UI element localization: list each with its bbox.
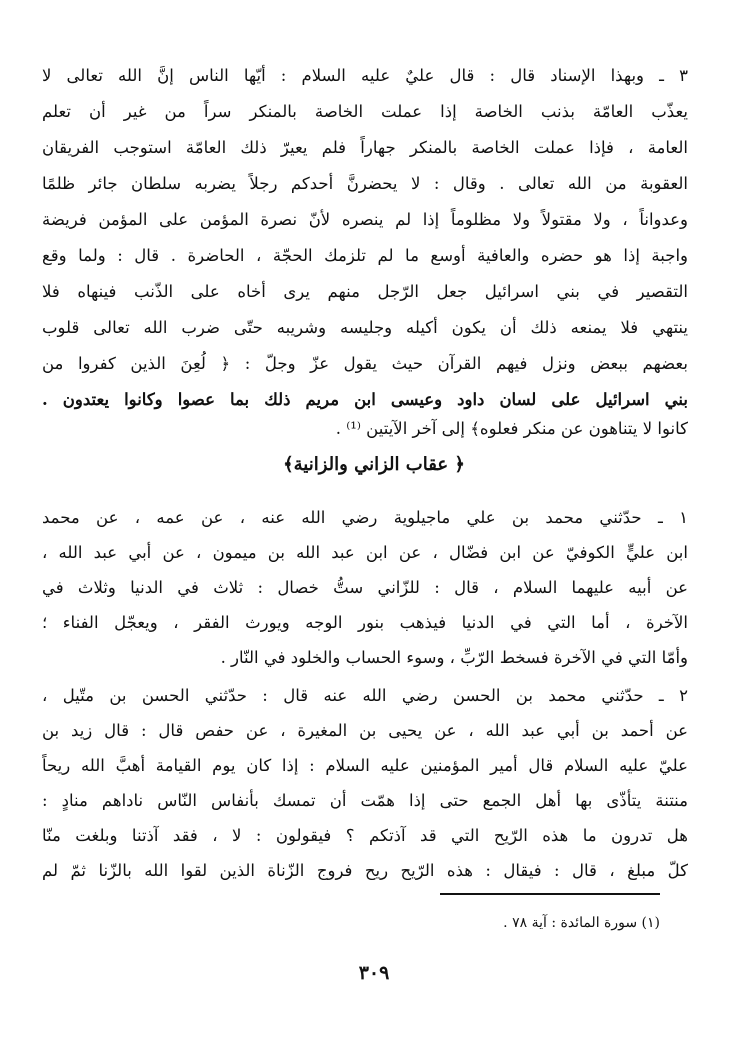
text-line: وأمّا التي في الآخرة فسخط الرّبِّ ، وسوء الحساب والخلود في النّار . bbox=[220, 648, 688, 667]
text-line: كلّ مبلغ ، قال : فيقال : هذه الرّيح ريح فروج الزّناة الذين لقوا الله بالزّنا ثمّ لم bbox=[42, 861, 688, 880]
text-line: العقوبة من الله تعالى . وقال : لا يحضرنَّ أحدكم رجلاً يضربه سلطان جائر ظلمًا bbox=[42, 174, 688, 193]
text-line: عن أبيه عليهما السلام ، قال : للزّاني ستُّ خصال : ثلاث في الدنيا وثلاث في bbox=[42, 578, 688, 597]
text-line: عن أحمد بن أبي عبد الله ، عن يحيى بن المغيرة ، عن حفص قال : قال زيد بن bbox=[42, 721, 688, 740]
text-line: هل تدرون ما هذه الرّيح التي قد آذتكم ؟ فيقولون : لا ، فقد آذتنا وبلغت منّا bbox=[42, 826, 688, 845]
text-line: يعذّب العامّة بذنب الخاصة إذا عملت الخاصة بالمنكر سراً من غير أن تعلم bbox=[42, 102, 688, 121]
text-line: التقصير في بني اسرائيل جعل الرّجل منهم يرى أخاه على الذّنب فينهاه فلا bbox=[42, 282, 688, 301]
text-line: العامة ، فإذا عملت الخاصة بالمنكر جهاراً فلم يعيرّ ذلك العامّة استوجب الفريقان bbox=[42, 138, 688, 157]
page-number: ٣٠٩ bbox=[358, 962, 390, 984]
text-line: بعضهم ببعض ونزل فيهم القرآن حيث يقول عزّ وجلّ : ﴿ لُعِنَ الذين كفروا من bbox=[42, 354, 688, 373]
footnote-divider bbox=[440, 893, 660, 895]
text-line: ابن عليٍّ الكوفيّ عن ابن فضّال ، عن ابن عبد الله بن ميمون ، عن أبي عبد الله ، bbox=[42, 543, 688, 562]
text-line: وعدواناً ، ولا مقتولاً ولا مظلوماً إذا لم ينصره لأنّ نصرة المؤمن على المؤمن فريضة bbox=[42, 210, 688, 229]
text-line: ٢ ـ حدّثني محمد بن الحسن رضي الله عنه قال : حدّثني الحسن بن متّيل ، bbox=[42, 686, 688, 705]
section-heading: ﴿ عقاب الزاني والزانية﴾ bbox=[283, 454, 465, 475]
text-line: ينتهي فلا يمنعه ذلك أن يكون أكيله وجليسه وشريبه حتّى ضرب الله تعالى قلوب bbox=[42, 318, 688, 337]
text-line: عليّ عليه السلام قال أمير المؤمنين عليه السلام : إذا كان يوم القيامة أهبَّ الله ريحاً bbox=[42, 756, 688, 775]
text-line: منتنة يتأذّى بها أهل الجمع حتى إذا همّت أن تمسك بأنفاس النّاس ناداهم منادٍ : bbox=[42, 791, 688, 810]
text-line: واجبة إذا هو حضره والعافية أوسع ما لم تلزمك الحجّة ، الحاضرة . قال : ولما وقع bbox=[42, 246, 688, 265]
quran-verse-line: كانوا لا يتناهون عن منكر فعلوه﴾ إلى آخر الآيتين ⁽¹⁾ . bbox=[335, 419, 688, 438]
text-line: ١ ـ حدّثني محمد بن علي ماجيلوية رضي الله عنه ، عن عمه ، عن محمد bbox=[42, 508, 688, 527]
quran-verse-line: بني اسرائيل على لسان داود وعيسى ابن مريم ذلك بما عصوا وكانوا يعتدون . bbox=[42, 390, 688, 409]
footnote: (١) سورة المائدة : آية ٧٨ . bbox=[503, 915, 660, 931]
text-line: ٣ ـ وبهذا الإسناد قال : قال عليٌ عليه السلام : أيّها الناس إنَّ الله تعالى لا bbox=[42, 66, 688, 85]
text-line: الآخرة ، أما التي في الدنيا فيذهب بنور الوجه ويورث الفقر ، ويعجّل الفناء ؛ bbox=[42, 613, 688, 632]
